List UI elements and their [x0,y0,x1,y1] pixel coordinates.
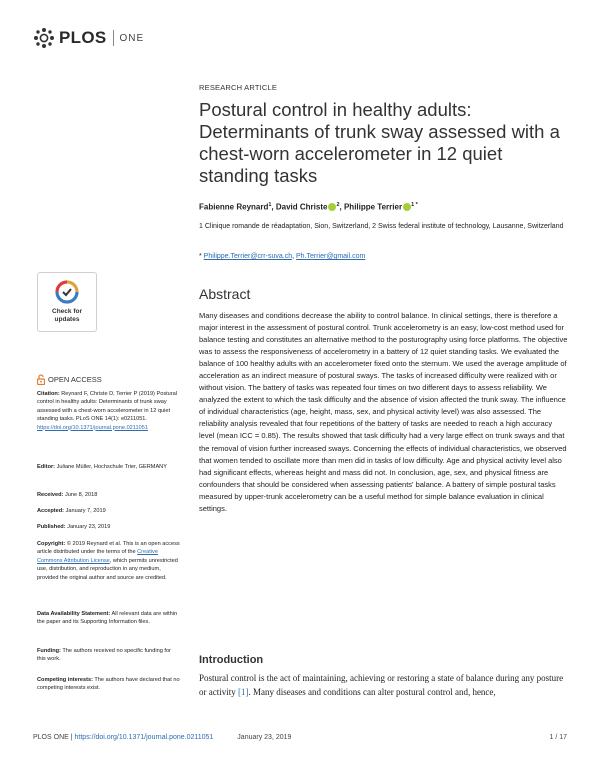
funding-text: The authors received no specific funding for this work. [37,648,171,663]
data-availability-block [37,610,181,627]
email-link-2[interactable]: Ph.Terrier@gmail.com [295,253,366,260]
author-affiliation-mark: 1 * [411,202,418,208]
copyright-label: Copyright: [37,541,66,547]
logo-divider [113,30,114,46]
data-availability-label: Data Availability Statement: [37,611,111,617]
published-block [37,523,181,531]
author-separator: , [271,202,276,212]
introduction-heading: Introduction [199,654,264,666]
affiliations: 1 Clinique romande de réadaptation, Sion, Switzerland, 2 Swiss federal institute of technology, Lausanne, Switzerland [199,223,564,230]
article-title: Postural control in healthy adults: Determinants of trunk sway assessed with a chest-worn accelerometer in 12 quiet standing tasks [199,99,560,186]
open-access [37,374,102,385]
received-label: Received: [37,492,64,498]
copyright-text-end: , which permits unrestricted use, distribution, and reproduction in any medium, provided the original author and source are credited. [37,557,178,581]
check-for-updates-label [38,308,96,323]
published-label: Published: [37,524,66,530]
author-name: Fabienne Reynard [199,202,269,212]
author-affiliation-mark: 1 [268,202,272,208]
competing-interests-label: Competing interests: [37,677,93,683]
competing-interests-block [37,676,181,693]
author-affiliation-mark: 2 [336,202,340,208]
accepted-date: January 7, 2019 [64,508,106,514]
reference-link[interactable]: [1] [238,687,249,697]
author-list [199,202,418,212]
plos-one-logo [33,26,144,50]
editor-block [37,463,181,471]
editor-text: Juliane Müller, Hochschule Trier, GERMANY [55,464,167,470]
footer-journal: PLOS ONE [33,734,69,741]
citation-doi-link[interactable]: https://doi.org/10.1371/journal.pone.0211051 [37,424,148,431]
received-date: June 8, 2018 [63,492,98,498]
correspondence [199,253,365,260]
logo-text: PLOS [59,28,107,47]
journal-name: ONE [119,32,145,44]
author-name: David Christe [275,202,328,212]
editor-label: Editor: [37,464,56,470]
check-for-updates-icon [54,279,80,305]
copyright-block [37,540,181,582]
abstract-text: Many diseases and conditions decrease the ability to control balance. In clinical settings, there is therefore a major interest in the assessment of postural control. Trunk accelerometry is an easy, low-cost method used for balance testing and constitutes an alternative method to the posturography using force platforms. The objective was to assess the responsiveness of accelerometry in a battery of 12 quiet standing tasks. We evaluated the balance of 100 healthy adults with an accelerometer fixed onto the sternum. We used the average amplitude of acceleration as an indirect measure of postural sways. The tasks of increased difficulty were realized with or without vision. The battery of tasks was repeated four times on two different days to assess reliability. We analyzed the extent to which the task difficulty and the absence of vision affected the trunk sway. The influence of individual characteristics (age, height, mass, sex, and physical activity level) was also assessed. The reliability analysis revealed that four repetitions of the battery of tasks are needed to reach a high accuracy level (mean ICC = 0.85). The results showed that task difficulty had a very large effect on trunk sways and that the removal of vision further increased sways. Concerning the effects of individual characteristics, we observed that women tended to oscillate more than men did in tasks of low difficulty. Age and physical activity level also had significant effects, whereas height and mass did not. In conclusion, age, sex, and physical fitness are confounders that should be considered when assessing patients' balance. A battery of simple postural tasks measured by upper-trunk accelerometry can be a useful method for simple balance evaluation in clinical settings. [199,311,568,513]
check-for-updates-badge[interactable] [37,272,97,332]
accepted-label: Accepted: [37,508,65,514]
page-footer [33,734,567,741]
corresp-mark: * [199,253,204,260]
intro-text-end: . Many diseases and conditions can alter postural control and, hence, [248,687,496,697]
author-separator: , [339,202,344,212]
article-type: RESEARCH ARTICLE [199,83,278,92]
cfu-line-1: Check for [52,308,82,315]
data-availability-text: All relevant data are within the paper and its Supporting Information files. [37,611,178,626]
citation-block [37,390,181,432]
funding-label: Funding: [37,648,61,654]
citation-label: Citation: [37,391,60,397]
license-link[interactable]: Creative Commons Attribution License [37,549,158,564]
footer-date: January 23, 2019 [237,734,292,741]
email-link-1[interactable]: Philippe.Terrier@crr-suva.ch [203,253,293,260]
received-block [37,491,181,499]
open-lock-icon [37,374,45,385]
email-separator: , [292,253,296,260]
author-name: Philippe Terrier [343,202,403,212]
introduction-text [199,671,569,699]
footer-separator: | [68,734,75,741]
orcid-icon[interactable] [403,203,411,211]
page-number: 1 / 17 [549,734,567,741]
intro-text-start: Postural control is the act of maintaining, achieving or restoring a state of balance during any posture or activity [199,673,564,697]
plos-flower-icon [33,27,55,49]
cfu-line-2: updates [54,315,80,323]
accepted-block [37,507,181,515]
abstract-heading: Abstract [199,286,251,302]
copyright-text: © 2019 Reynard et al. This is an open access article distributed under the terms of the [37,541,180,556]
footer-doi-link[interactable]: https://doi.org/10.1371/journal.pone.0211051 [74,734,214,741]
open-access-label: OPEN ACCESS [48,375,102,384]
competing-interests-text: The authors have declared that no competing interests exist. [37,677,180,692]
published-date: January 23, 2019 [65,524,111,530]
funding-block [37,647,181,664]
citation-text: Reynard F, Christe D, Terrier P (2019) Postural control in healthy adults: Determinants of trunk sway assessed with a chest-worn accelerometer in 12 quiet standing tasks. PLoS ONE 14(1): e0211051. [37,391,177,423]
